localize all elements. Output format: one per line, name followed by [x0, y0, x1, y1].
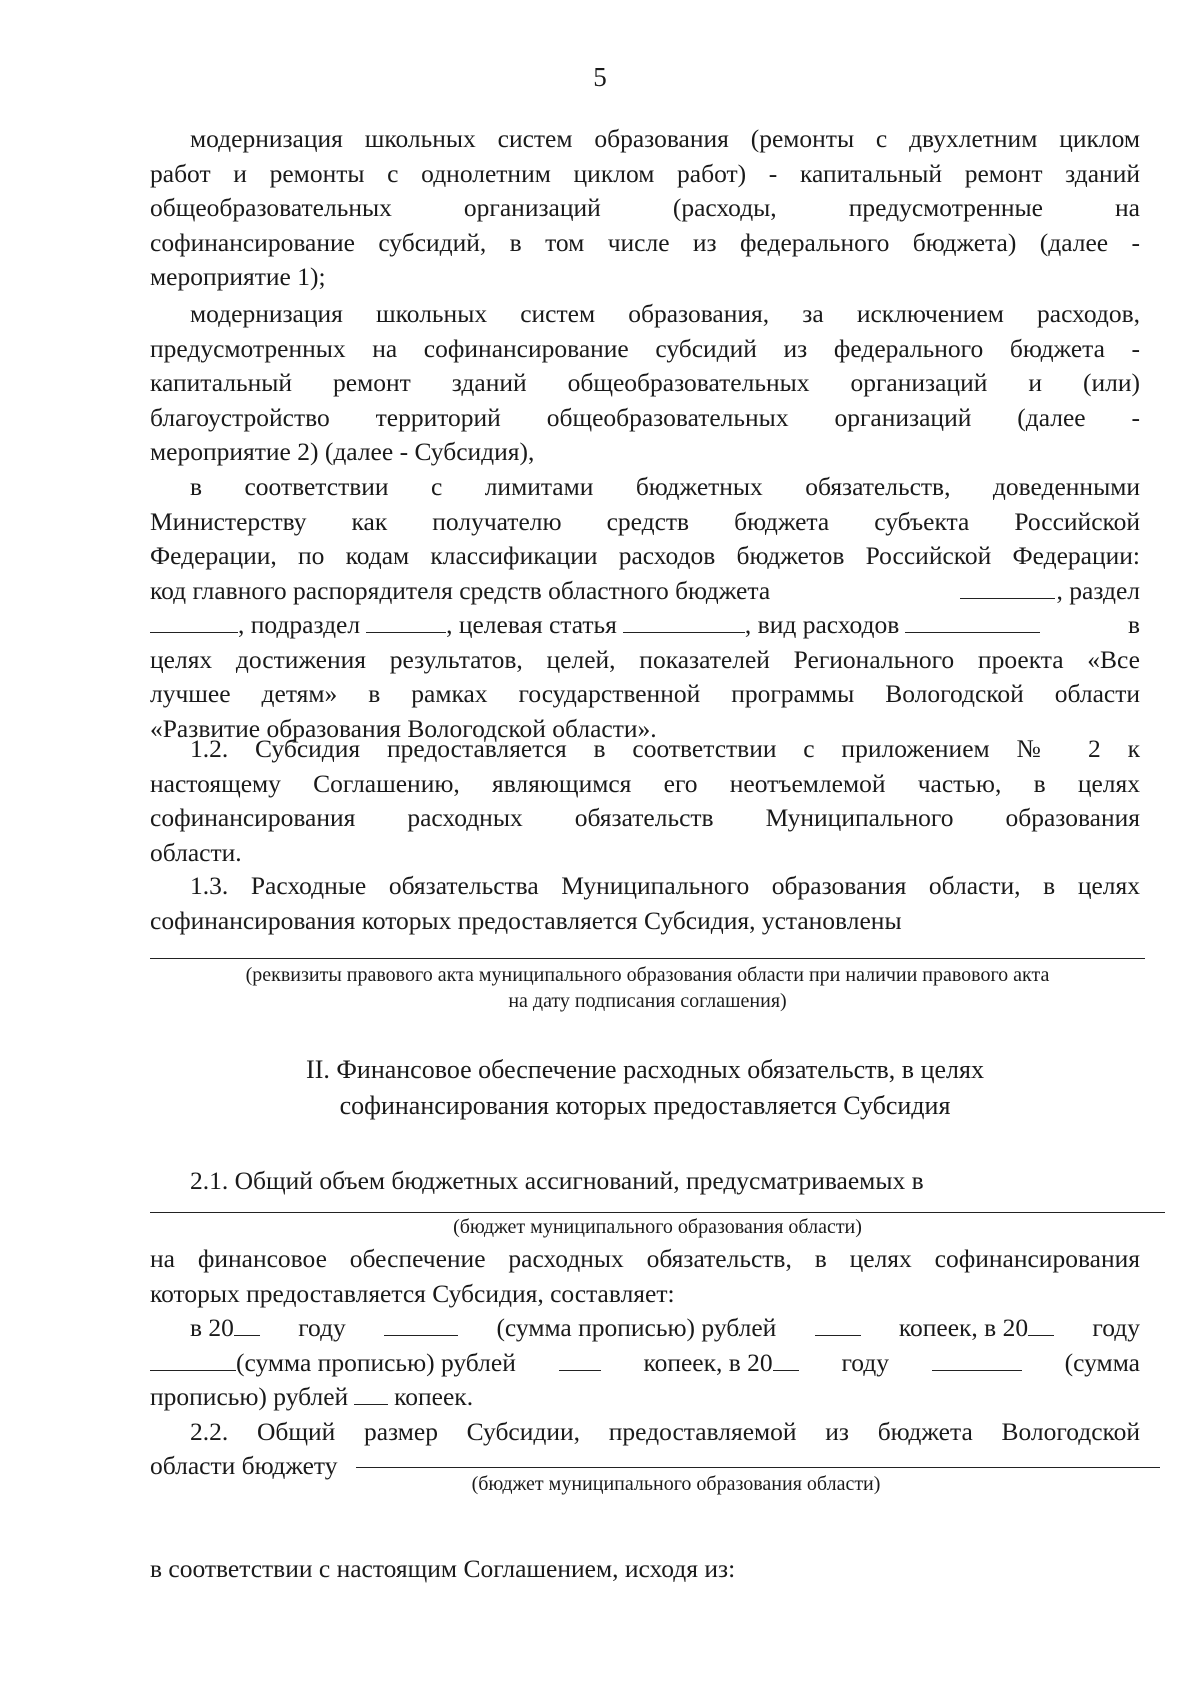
- text-fragment: прописью) рублей: [150, 1382, 349, 1411]
- text-line: софинансирования которых предоставляется Субсидия, установлены: [150, 905, 902, 935]
- blank-target-article[interactable]: [623, 610, 745, 633]
- text-fragment: (сумма прописью) рублей: [496, 1313, 777, 1342]
- section-2-heading: [150, 1052, 1140, 1124]
- text-line: в соответствии с настоящим Соглашением, исходя из:: [150, 1554, 736, 1583]
- text-fragment: в: [1127, 610, 1140, 639]
- text-line: на финансовое обеспечение расходных обязательств, в целях софинансирования: [150, 1244, 1140, 1273]
- text-fragment: , раздел: [1056, 575, 1140, 605]
- text-line: 1.3. Расходные обязательства Муниципального образования области, в целях: [190, 871, 1140, 900]
- caption-budget-1: [150, 1214, 1165, 1240]
- blank-year-3[interactable]: [773, 1348, 799, 1371]
- text-line: области.: [150, 837, 242, 867]
- blank-section[interactable]: [150, 610, 238, 633]
- blank-sum-1[interactable]: [384, 1313, 458, 1336]
- blank-year-2[interactable]: [1028, 1313, 1054, 1336]
- text-line: общеобразовательных организаций (расходы, предусмотренные на: [150, 193, 1140, 222]
- text-fragment: году: [1092, 1313, 1140, 1342]
- text-fragment: году: [841, 1347, 890, 1377]
- paragraph-budget-limits: [150, 470, 1140, 746]
- blank-sum-2[interactable]: [150, 1348, 236, 1371]
- clause-2-1-continued: [150, 1242, 1140, 1484]
- text-line: Федерации, по кодам классификации расходов бюджетов Российской Федерации:: [150, 541, 1140, 570]
- heading-line: II. Финансовое обеспечение расходных обязательств, в целях: [306, 1055, 984, 1084]
- caption-line: (реквизиты правового акта муниципального образования области при наличии правового акта: [245, 964, 1050, 986]
- text-fragment: году: [298, 1313, 346, 1342]
- text-line: области бюджету: [150, 1451, 338, 1480]
- text-fragment: , целевая статья: [446, 610, 617, 639]
- text-line-code-field: [150, 574, 1140, 609]
- clause-1-2: [150, 732, 1140, 870]
- paragraph-measure-1: [150, 122, 1140, 295]
- text-line: настоящему Соглашению, являющимся его неотъемлемой частью, в целях: [150, 768, 1140, 798]
- text-fragment: , вид расходов: [744, 610, 900, 639]
- heading-line: софинансирования которых предоставляется Субсидия: [339, 1091, 951, 1120]
- text-line: софинансирование субсидий, в том числе из федерального бюджета) (далее -: [150, 227, 1140, 257]
- text-line: мероприятие 1);: [150, 262, 326, 291]
- blank-kopecks-1[interactable]: [815, 1313, 861, 1336]
- blank-sum-3[interactable]: [932, 1348, 1022, 1371]
- text-line: Министерству как получателю средств бюджета субъекта Российской: [150, 506, 1140, 536]
- text-line: модернизация школьных систем образования, за исключением расходов,: [190, 299, 1140, 328]
- blank-gr-code[interactable]: [960, 576, 1055, 599]
- blank-expense-type[interactable]: [905, 610, 1040, 633]
- text-fragment: копеек.: [394, 1382, 474, 1411]
- blank-budget-line-1[interactable]: [150, 1212, 1165, 1213]
- amounts-line-1: [150, 1311, 1140, 1346]
- text-line: лучшее детям» в рамках государственной программы Вологодской области: [150, 679, 1140, 708]
- blank-budget-line-2[interactable]: [356, 1467, 1160, 1468]
- text-line: предусмотренных на софинансирование субсидий из федерального бюджета -: [150, 333, 1140, 363]
- clause-1-3: [150, 869, 1140, 938]
- caption-line: на дату подписания соглашения): [508, 990, 787, 1012]
- text-fragment: копеек, в 20: [643, 1347, 773, 1377]
- text-line: 2.1. Общий объем бюджетных ассигнований, предусматриваемых в: [190, 1166, 924, 1195]
- text-fragment: копеек, в 20: [898, 1313, 1029, 1342]
- text-fragment: в 20: [190, 1313, 234, 1342]
- text-fragment: (сумма прописью) рублей: [236, 1347, 516, 1377]
- text-fragment: (сумма: [1064, 1347, 1140, 1377]
- blank-kopecks-2[interactable]: [559, 1348, 601, 1371]
- text-line: которых предоставляется Субсидия, составляет:: [150, 1278, 675, 1308]
- text-fragment: код главного распорядителя средств областного бюджета: [150, 575, 771, 605]
- text-line: благоустройство территорий общеобразовательных организаций (далее -: [150, 402, 1140, 432]
- page-number: 5: [593, 62, 607, 92]
- paragraph-measure-2: [150, 297, 1140, 470]
- blank-subsection[interactable]: [366, 610, 446, 633]
- clause-2-1-intro: [150, 1164, 1140, 1199]
- text-line: 1.2. Субсидия предоставляется в соответствии с приложением № 2 к: [190, 734, 1140, 763]
- caption-legal-act: [150, 962, 1145, 1014]
- amounts-line-2: [150, 1346, 1140, 1381]
- blank-legal-act-line[interactable]: [150, 958, 1145, 959]
- blank-year-1[interactable]: [234, 1313, 260, 1336]
- amounts-line-3: [150, 1380, 1140, 1415]
- caption-budget-2: [356, 1471, 996, 1497]
- caption-line: (бюджет муниципального образования области): [471, 1473, 881, 1495]
- text-line: мероприятие 2) (далее - Субсидия),: [150, 437, 535, 466]
- text-line: в соответствии с лимитами бюджетных обязательств, доведенными: [190, 472, 1140, 501]
- text-line: модернизация школьных систем образования (ремонты с двухлетним циклом: [190, 124, 1140, 153]
- text-line: целях достижения результатов, целей, показателей Регионального проекта «Все: [150, 644, 1140, 674]
- blank-kopecks-3[interactable]: [354, 1382, 388, 1405]
- text-line-codes: [150, 608, 1140, 643]
- text-fragment: , подраздел: [238, 610, 361, 639]
- text-line: 2.2. Общий размер Субсидии, предоставляемой из бюджета Вологодской: [190, 1416, 1140, 1446]
- caption-line: (бюджет муниципального образования области): [453, 1216, 862, 1238]
- text-line: капитальный ремонт зданий общеобразовательных организаций и (или): [150, 368, 1140, 397]
- text-line: софинансирования расходных обязательств Муниципального образования: [150, 803, 1140, 832]
- closing-line: [150, 1552, 1140, 1587]
- text-line: работ и ремонты с однолетним циклом работ) - капитальный ремонт зданий: [150, 158, 1140, 188]
- text-line: «Развитие образования Вологодской области».: [150, 713, 657, 743]
